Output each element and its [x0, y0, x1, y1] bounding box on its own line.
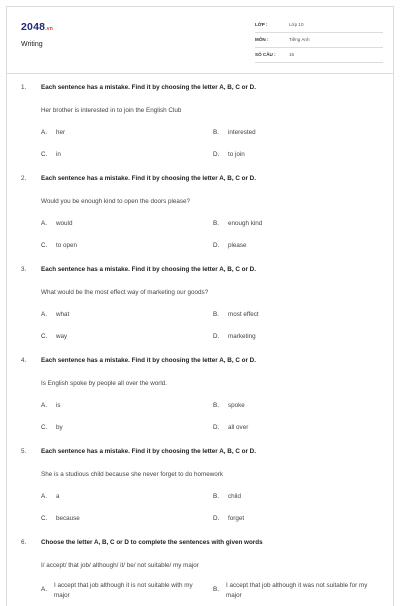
- meta-subject-row: [255, 32, 383, 48]
- meta-key: MÔN :: [255, 37, 269, 42]
- option-d[interactable]: D. please: [213, 242, 247, 249]
- option-d[interactable]: D. forget: [213, 515, 245, 522]
- question-number: 1.: [21, 84, 27, 91]
- question-sentence: Would you be enough kind to open the doors please?: [41, 198, 191, 205]
- meta-count-row: [255, 47, 383, 63]
- option-b[interactable]: B. most effect: [213, 311, 259, 318]
- question-instruction: Choose the letter A, B, C or D to complete the sentences with given words: [41, 539, 263, 546]
- header-divider: [7, 73, 393, 74]
- question-instruction: Each sentence has a mistake. Find it by choosing the letter A, B, C or D.: [41, 266, 256, 273]
- option-a[interactable]: A. what: [41, 311, 70, 318]
- option-d[interactable]: D. to join: [213, 151, 245, 158]
- option-a[interactable]: A. is: [41, 402, 61, 409]
- option-b[interactable]: B. interested: [213, 129, 256, 136]
- question-instruction: Each sentence has a mistake. Find it by choosing the letter A, B, C or D.: [41, 448, 256, 455]
- question-sentence: Her brother is interested in to join the English Club: [41, 107, 182, 114]
- meta-value: Lớp 10: [289, 22, 304, 27]
- meta-value: 15: [289, 52, 295, 57]
- question-instruction: Each sentence has a mistake. Find it by choosing the letter A, B, C or D.: [41, 84, 256, 91]
- option-d[interactable]: D. marketing: [213, 333, 256, 340]
- question-number: 2.: [21, 175, 27, 182]
- option-c[interactable]: C. way: [41, 333, 68, 340]
- option-b[interactable]: B. child: [213, 493, 241, 500]
- question-instruction: Each sentence has a mistake. Find it by choosing the letter A, B, C or D.: [41, 357, 256, 364]
- option-a[interactable]: A. her: [41, 129, 66, 136]
- option-d[interactable]: D. all over: [213, 424, 249, 431]
- question-number: 5.: [21, 448, 27, 455]
- worksheet: 2048.vn Writing LỚP : Lớp 10 MÔN : Tiếng Anh SỐ CÂU : 15 1. Each sentence has a mistake. Find it by choosing the letter A, B, C or D. Her brother is interested in to join the English Club A. her B. interested C. in D. to join 2. Each sentence has a mistake. Find it by choosing the letter A, B, C or D. Would you be enough kind to open the doors please? A. would B. enough kind C. to open D. please 3. Each sentence has a mistake. Find it by choosing the letter A, B, C or D. What would be the most effect way of marketing our goods? A. what B. most effect C. way D. marketing 4. Each sentence has a mistake. Find it by choosing the letter A, B, C or D. Is English spoke by people all over the world. A. is B. spoke C. by D. all over 5. Each sentence has a mistake. Find it by choosing the letter A, B, C or D. She is a studious child because she never forget to do homework A. a B. child C. because D. forget 6. Choose the letter A, B, C or D to complete the sentences with given words I/ accept/ that job/ although/ it/ be/ not suitable/ my major A. I accept that job although it is not suitable with my major B. I accept that job although it was not suitable for my major: [6, 6, 394, 606]
- question-sentence: She is a studious child because she never forget to do homework: [41, 471, 224, 478]
- option-c[interactable]: C. by: [41, 424, 63, 431]
- meta-key: LỚP :: [255, 22, 268, 27]
- question-number: 6.: [21, 539, 27, 546]
- meta-value: Tiếng Anh: [289, 37, 310, 42]
- option-c[interactable]: C. in: [41, 151, 61, 158]
- logo[interactable]: 2048.vn: [21, 21, 53, 33]
- question-instruction: Each sentence has a mistake. Find it by choosing the letter A, B, C or D.: [41, 175, 256, 182]
- question-number: 3.: [21, 266, 27, 273]
- option-a[interactable]: A. a: [41, 493, 60, 500]
- meta-key: SỐ CÂU :: [255, 52, 276, 57]
- question-sentence: What would be the most effect way of marketing our goods?: [41, 289, 209, 296]
- question-sentence: Is English spoke by people all over the world.: [41, 380, 168, 387]
- option-a[interactable]: A. would: [41, 220, 73, 227]
- option-b[interactable]: B. spoke: [213, 402, 245, 409]
- question-number: 4.: [21, 357, 27, 364]
- meta-class-row: [255, 17, 383, 33]
- option-c[interactable]: C. to open: [41, 242, 78, 249]
- subject-title: Writing: [21, 41, 43, 48]
- question-sentence: I/ accept/ that job/ although/ it/ be/ not suitable/ my major: [41, 562, 199, 569]
- option-c[interactable]: C. because: [41, 515, 80, 522]
- option-b[interactable]: B. enough kind: [213, 220, 263, 227]
